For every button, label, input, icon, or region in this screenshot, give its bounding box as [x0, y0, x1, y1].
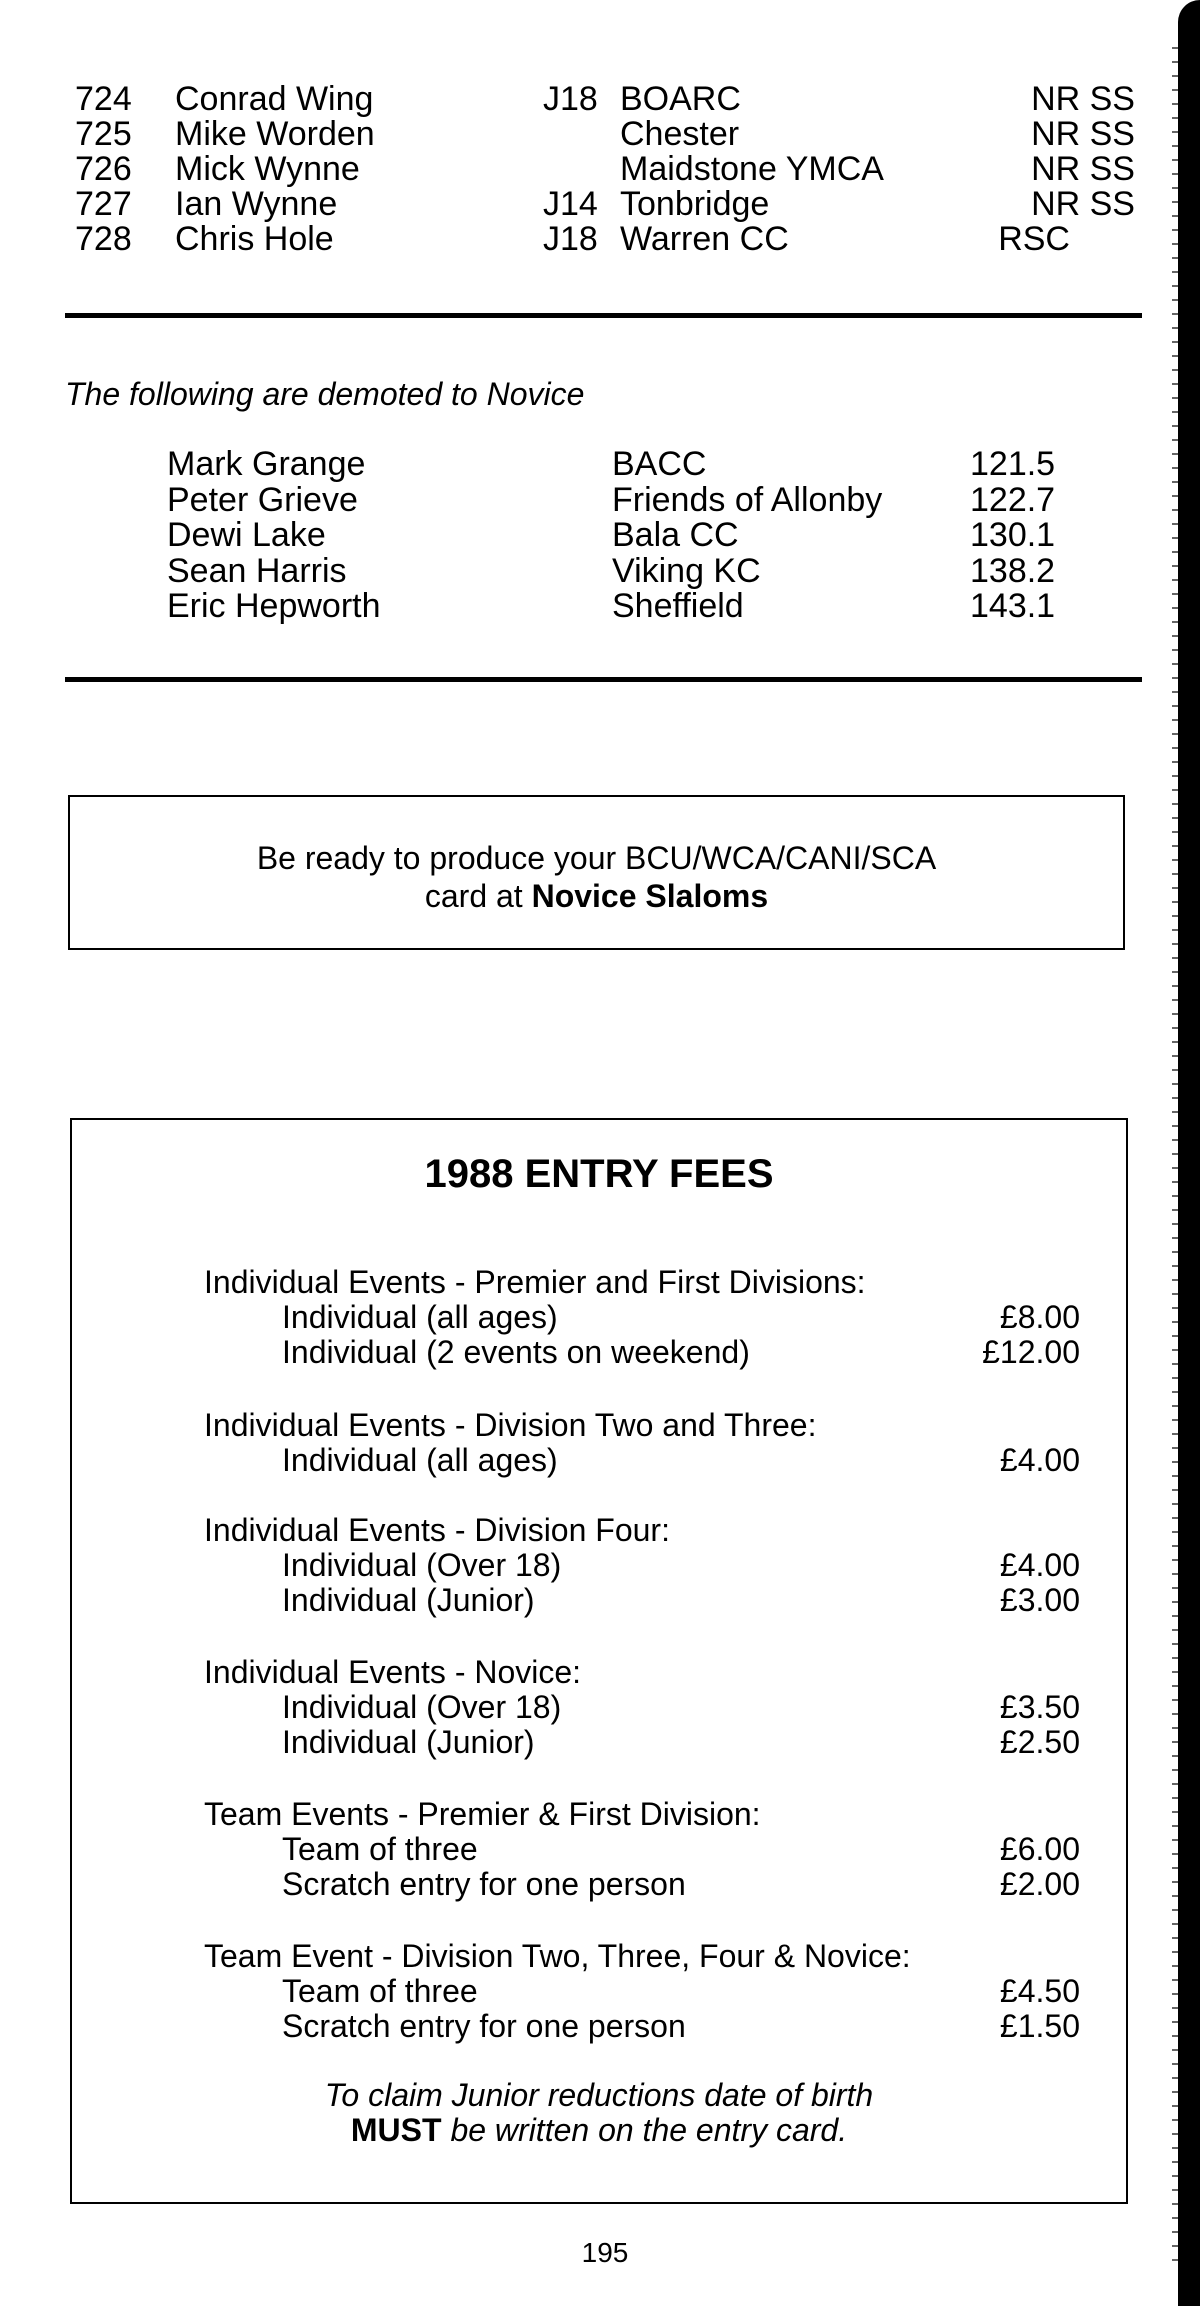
fee-price: £8.00 — [999, 1299, 1080, 1335]
note-line-2 — [72, 2113, 1126, 2148]
club-name: Bala CC — [612, 516, 739, 554]
status-code: RSC — [998, 220, 1070, 258]
competitor-name: Peter Grieve — [167, 480, 358, 519]
fee-price: £3.00 — [999, 1582, 1080, 1618]
competitor-name: Ian Wynne — [175, 185, 338, 223]
fee-group — [204, 1408, 1080, 1478]
demoted-list — [167, 447, 1067, 625]
ranking-number: 724 — [75, 80, 132, 118]
score: 121.5 — [970, 445, 1056, 483]
club-name: Friends of Allonby — [612, 480, 883, 519]
ranking-list — [75, 82, 1135, 257]
club-name: BOARC — [620, 80, 741, 118]
score: 122.7 — [970, 480, 1056, 519]
fee-group — [204, 1655, 1080, 1760]
ranking-row — [75, 222, 1135, 257]
status-code: NR SS — [1031, 115, 1135, 153]
fee-item — [204, 1443, 1080, 1478]
fee-price: £2.00 — [999, 1866, 1080, 1902]
fee-price: £4.00 — [999, 1547, 1080, 1583]
fee-price: £12.00 — [982, 1334, 1080, 1370]
fee-price: £1.50 — [999, 2008, 1080, 2044]
notice-line-2 — [70, 877, 1123, 915]
competitor-name: Chris Hole — [175, 220, 334, 258]
demoted-row — [167, 518, 1067, 554]
ranking-row — [75, 117, 1135, 152]
fee-label: Scratch entry for one person — [282, 1866, 686, 1902]
notice-line-2-prefix: card at — [424, 878, 532, 914]
fee-item — [204, 1725, 1080, 1760]
fee-label: Team of three — [282, 1973, 478, 2009]
notice-line-1: Be ready to produce your BCU/WCA/CANI/SCA — [256, 840, 937, 876]
fees-title: 1988 ENTRY FEES — [424, 1152, 774, 1196]
fee-group — [204, 1265, 1080, 1370]
fee-label: Individual (Junior) — [282, 1582, 535, 1618]
junior-reduction-note — [72, 2078, 1126, 2148]
ranking-number: 726 — [75, 150, 132, 188]
fee-item — [204, 1548, 1080, 1583]
score: 143.1 — [970, 587, 1056, 625]
fee-group-heading: Individual Events - Division Two and Three: — [204, 1407, 817, 1443]
fee-item — [204, 1300, 1080, 1335]
club-name: Chester — [620, 115, 740, 153]
club-name: Sheffield — [612, 587, 744, 625]
ranking-number: 725 — [75, 115, 132, 153]
score: 138.2 — [970, 551, 1056, 590]
club-name: Maidstone YMCA — [620, 150, 884, 188]
fee-label: Individual (Junior) — [282, 1724, 535, 1760]
fee-group — [204, 1939, 1080, 2044]
fee-group — [204, 1797, 1080, 1902]
club-name: Viking KC — [612, 551, 761, 590]
fee-price: £4.00 — [999, 1442, 1080, 1478]
ranking-row — [75, 82, 1135, 117]
fee-group-heading: Team Events - Premier & First Division: — [204, 1796, 761, 1832]
fee-item — [204, 1867, 1080, 1902]
demoted-heading: The following are demoted to Novice — [65, 376, 585, 412]
demoted-row — [167, 480, 1067, 519]
fee-group-heading: Individual Events - Premier and First Divisions: — [204, 1264, 866, 1300]
fee-label: Individual (all ages) — [282, 1299, 558, 1335]
fee-price: £3.50 — [999, 1689, 1080, 1725]
card-notice-box — [68, 795, 1125, 950]
fee-item — [204, 1335, 1080, 1370]
note-line-1: To claim Junior reductions date of birth — [324, 2077, 874, 2113]
club-name: Tonbridge — [620, 185, 770, 223]
fee-group-heading: Individual Events - Novice: — [204, 1654, 582, 1690]
note-line-2-rest: be written on the entry card. — [441, 2112, 848, 2148]
competitor-name: Mike Worden — [175, 115, 375, 153]
note-emphasis: MUST — [350, 2112, 442, 2148]
ranking-row — [75, 187, 1135, 222]
club-name: Warren CC — [620, 220, 789, 258]
section-divider — [65, 313, 1142, 318]
fee-item — [204, 1832, 1080, 1867]
page-edge-shadow — [1178, 0, 1200, 2306]
section-divider — [65, 677, 1142, 682]
fee-label: Individual (Over 18) — [282, 1689, 562, 1725]
age-grade: J18 — [543, 220, 598, 258]
demoted-row — [167, 589, 1067, 625]
competitor-name: Dewi Lake — [167, 516, 326, 554]
fee-label: Scratch entry for one person — [282, 2008, 686, 2044]
fee-price: £4.50 — [999, 1973, 1080, 2009]
competitor-name: Mick Wynne — [175, 150, 360, 188]
page-number: 195 — [581, 2237, 629, 2268]
age-grade: J14 — [543, 185, 598, 223]
status-code: NR SS — [1031, 80, 1135, 118]
fee-label: Individual (2 events on weekend) — [282, 1334, 750, 1370]
age-grade: J18 — [543, 80, 598, 118]
fee-label: Team of three — [282, 1831, 478, 1867]
fee-item — [204, 1690, 1080, 1725]
fee-item — [204, 2009, 1080, 2044]
notice-emphasis: Novice Slaloms — [531, 878, 769, 914]
fee-group-heading: Team Event - Division Two, Three, Four & Novice: — [204, 1938, 911, 1974]
status-code: NR SS — [1031, 185, 1135, 223]
score: 130.1 — [970, 516, 1056, 554]
demoted-row — [167, 551, 1067, 590]
fee-item — [204, 1583, 1080, 1618]
fee-group — [204, 1513, 1080, 1618]
competitor-name: Eric Hepworth — [167, 587, 381, 625]
fee-price: £2.50 — [999, 1724, 1080, 1760]
club-name: BACC — [612, 445, 707, 483]
competitor-name: Sean Harris — [167, 551, 347, 590]
demoted-row — [167, 447, 1067, 483]
fee-price: £6.00 — [999, 1831, 1080, 1867]
competitor-name: Conrad Wing — [175, 80, 374, 118]
entry-fees-box — [70, 1118, 1128, 2204]
fee-label: Individual (Over 18) — [282, 1547, 562, 1583]
competitor-name: Mark Grange — [167, 445, 366, 483]
fee-group-heading: Individual Events - Division Four: — [204, 1512, 670, 1548]
ranking-row — [75, 152, 1135, 187]
fee-item — [204, 1974, 1080, 2009]
fee-label: Individual (all ages) — [282, 1442, 558, 1478]
ranking-number: 727 — [75, 185, 132, 223]
ranking-number: 728 — [75, 220, 132, 258]
status-code: NR SS — [1031, 150, 1135, 188]
